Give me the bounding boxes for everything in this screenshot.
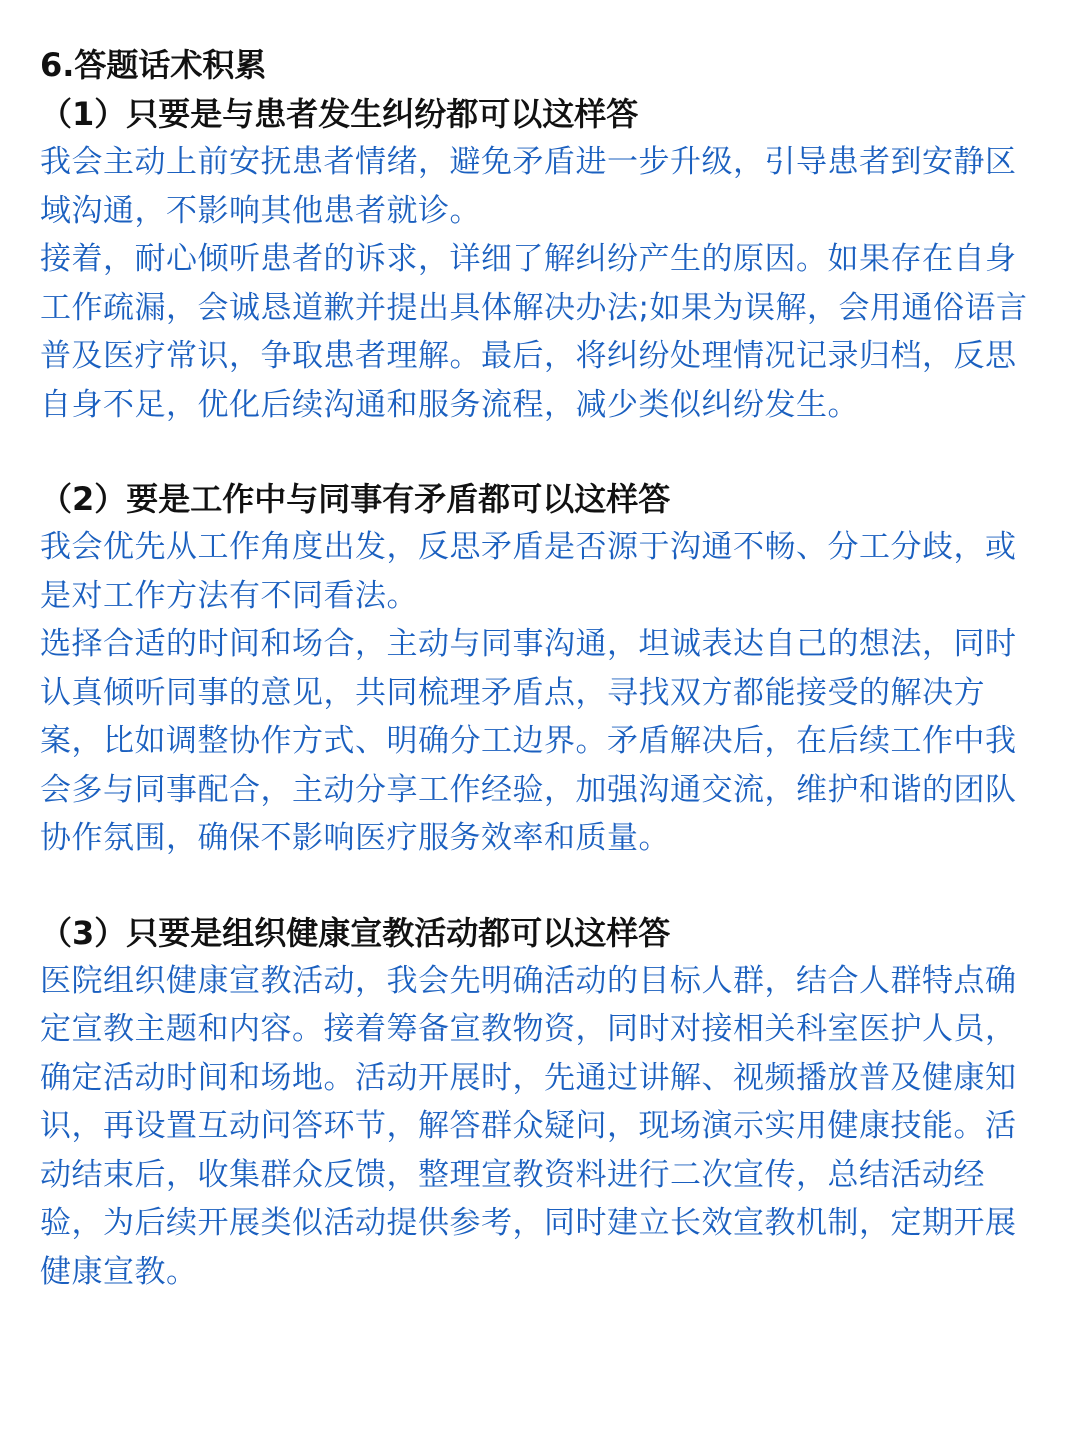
answer-paragraph: 接着，耐心倾听患者的诉求，详细了解纠纷产生的原因。如果存在自身工作疏漏，会诚恳道歉并提出具体解决办法;如果为误解，会用通俗语言普及医疗常识，争取患者理解。最后，将纠纷处理情况记录归档，反思自身不足，优化后续沟通和服务流程，减少类似纠纷发生。 — [40, 241, 1028, 423]
document-title: 6.答题话术积累 — [40, 46, 267, 84]
section-heading: （3）只要是组织健康宣教活动都可以这样答 — [40, 913, 671, 952]
answer-paragraph: 我会主动上前安抚患者情绪，避免矛盾进一步升级，引导患者到安静区域沟通，不影响其他患者就诊。 — [40, 144, 1017, 229]
section-health-education — [40, 909, 1040, 1297]
answer-paragraph: 选择合适的时间和场合，主动与同事沟通，坦诚表达自己的想法，同时认真倾听同事的意见，共同梳理矛盾点，寻找双方都能接受的解决方案，比如调整协作方式、明确分工边界。矛盾解决后，在后续工作中我会多与同事配合，主动分享工作经验，加强沟通交流，维护和谐的团队协作氛围，确保不影响医疗服务效率和质量。 — [40, 626, 1017, 856]
answer-paragraph: 医院组织健康宣教活动，我会先明确活动的目标人群，结合人群特点确定宣教主题和内容。接着筹备宣教物资，同时对接相关科室医护人员，确定活动时间和场地。活动开展时，先通过讲解、视频播放普及健康知识，再设置互动问答环节，解答群众疑问，现场演示实用健康技能。活动结束后，收集群众反馈，整理宣教资料进行二次宣传，总结活动经验，为后续开展类似活动提供参考，同时建立长效宣教机制，定期开展健康宣教。 — [40, 962, 1017, 1290]
document-page — [40, 40, 1040, 1296]
section-patient-dispute — [40, 90, 1040, 429]
section-heading: （1）只要是与患者发生纠纷都可以这样答 — [40, 95, 639, 133]
section-colleague-conflict — [40, 475, 1040, 863]
answer-paragraph: 我会优先从工作角度出发，反思矛盾是否源于沟通不畅、分工分歧，或是对工作方法有不同看法。 — [40, 529, 1017, 614]
section-heading: （2）要是工作中与同事有矛盾都可以这样答 — [40, 480, 671, 518]
